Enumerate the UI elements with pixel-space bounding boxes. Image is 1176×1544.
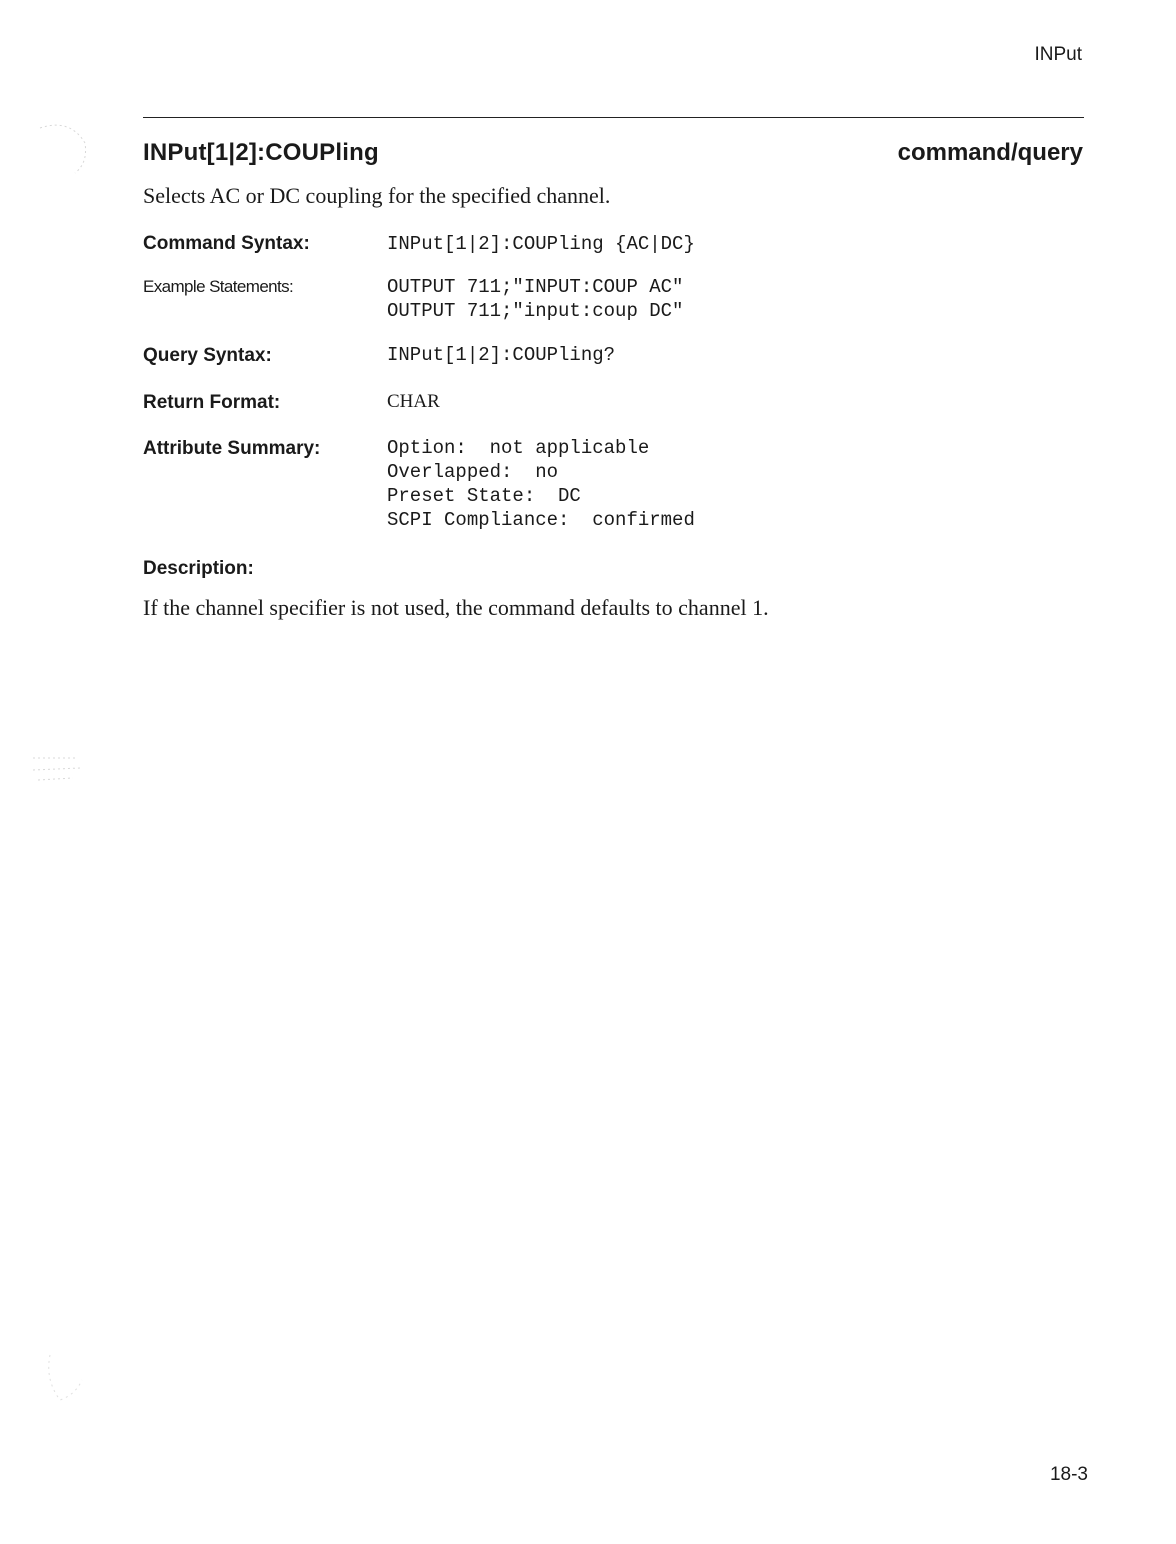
attribute-line: Overlapped: no bbox=[387, 461, 559, 483]
command-syntax-value bbox=[387, 232, 695, 256]
query-syntax-value bbox=[387, 343, 615, 367]
query-syntax-line: INPut[1|2]:COUPling? bbox=[387, 344, 616, 366]
command-title: INPut[1|2]:COUPling bbox=[143, 139, 379, 166]
description-text: If the channel specifier is not used, the command defaults to channel 1. bbox=[143, 595, 769, 620]
query-syntax-label: Query Syntax: bbox=[143, 345, 272, 366]
page-number: 18-3 bbox=[1049, 1464, 1088, 1485]
description-label: Description: bbox=[143, 558, 254, 579]
binder-hole-middle bbox=[28, 738, 88, 788]
example-statements-value bbox=[387, 275, 683, 323]
example-statements-label: Example Statements: bbox=[143, 277, 294, 296]
header-rule bbox=[143, 117, 1084, 118]
return-format-line: CHAR bbox=[387, 391, 440, 412]
command-summary: Selects AC or DC coupling for the specified channel. bbox=[143, 183, 611, 208]
attribute-line: SCPI Compliance: confirmed bbox=[387, 509, 695, 531]
command-type: command/query bbox=[897, 139, 1083, 166]
running-header: INPut bbox=[1034, 44, 1082, 65]
command-syntax-label: Command Syntax: bbox=[143, 233, 310, 254]
attribute-line: Option: not applicable bbox=[387, 437, 650, 459]
example-statement-line: OUTPUT 711;"input:coup DC" bbox=[387, 300, 684, 322]
return-format-label: Return Format: bbox=[143, 392, 281, 413]
command-syntax-line: INPut[1|2]:COUPling {AC|DC} bbox=[387, 233, 695, 255]
binder-hole-bottom bbox=[40, 1350, 90, 1410]
example-statement-line: OUTPUT 711;"INPUT:COUP AC" bbox=[387, 276, 684, 298]
attribute-summary-value bbox=[387, 436, 695, 532]
return-format-value bbox=[387, 390, 440, 414]
attribute-summary-label: Attribute Summary: bbox=[143, 438, 321, 459]
attribute-line: Preset State: DC bbox=[387, 485, 581, 507]
binder-hole-top bbox=[30, 118, 90, 178]
